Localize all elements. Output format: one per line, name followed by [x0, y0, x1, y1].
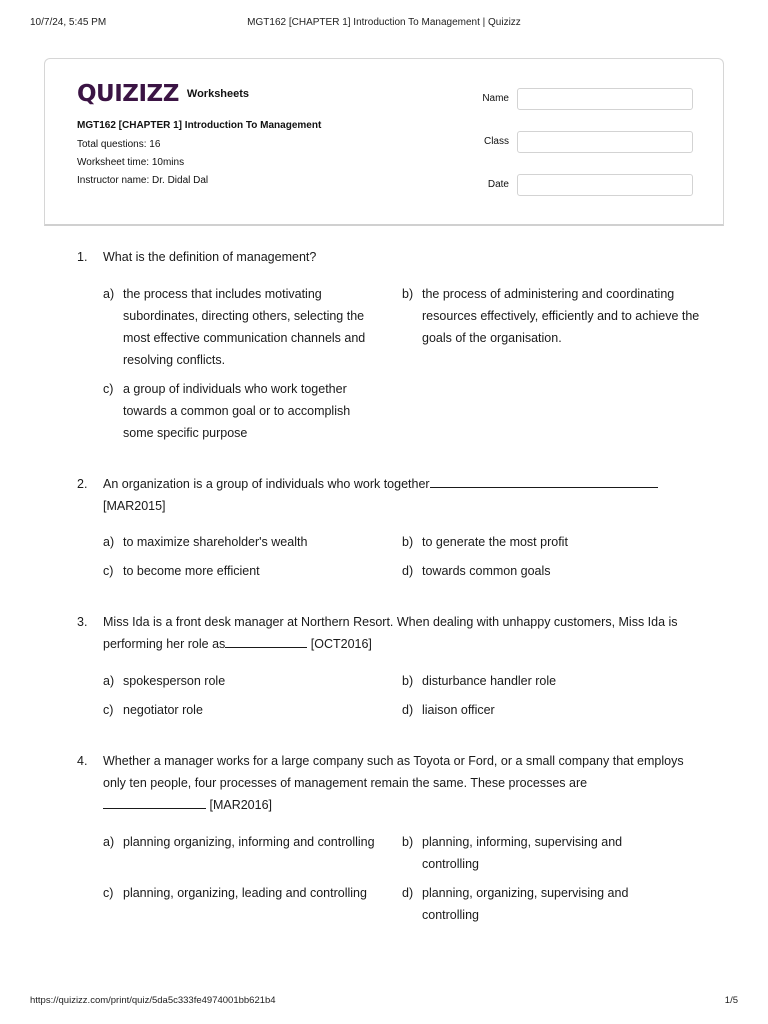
option-d — [402, 560, 702, 582]
print-title: MGT162 [CHAPTER 1] Introduction To Management | Quizizz — [247, 17, 521, 28]
option-a — [103, 283, 398, 371]
answer-blank — [103, 794, 206, 809]
question-number: 1. — [77, 250, 88, 264]
option-letter: a) — [103, 674, 115, 688]
option-text: disturbance handler role — [422, 674, 557, 688]
question-text-end: [OCT2016] — [307, 637, 372, 651]
question-text — [103, 611, 693, 655]
option-text: planning, organizing, leading and controlling — [123, 886, 367, 900]
worksheet-info — [77, 119, 327, 192]
option-b — [402, 670, 702, 692]
class-label: Class — [483, 136, 509, 147]
option-text: the process that includes motivating subordinates, directing others, selecting the most effective communication channels and resolving conflicts. — [123, 287, 366, 367]
question-number: 2. — [77, 477, 88, 491]
instructor-name: Instructor name: Dr. Didal Dal — [77, 175, 209, 186]
option-letter: b) — [402, 674, 414, 688]
option-a — [103, 831, 398, 853]
option-letter: d) — [402, 564, 414, 578]
question-text — [103, 750, 693, 816]
option-letter: c) — [103, 564, 114, 578]
print-header — [0, 17, 768, 31]
class-field[interactable] — [517, 131, 693, 153]
option-d — [402, 882, 702, 926]
question-text: What is the definition of management? — [103, 250, 317, 264]
option-text: liaison officer — [422, 703, 495, 717]
option-letter: b) — [402, 287, 414, 301]
option-text: negotiator role — [123, 703, 203, 717]
option-text: planning organizing, informing and controlling — [123, 835, 375, 849]
option-letter: a) — [103, 835, 115, 849]
option-text: planning, organizing, supervising and controlling — [422, 886, 629, 922]
question-text-start: Miss Ida is a front desk manager at Northern Resort. When dealing with unhappy customers, Miss Ida is performing her role as — [103, 615, 678, 651]
option-letter: d) — [402, 703, 414, 717]
worksheet-time: Worksheet time: 10mins — [77, 157, 185, 168]
option-text: a group of individuals who work together towards a common goal or to accomplish some specific purpose — [123, 382, 351, 440]
option-a — [103, 531, 398, 553]
option-letter: c) — [103, 382, 114, 396]
option-letter: c) — [103, 703, 114, 717]
page-number: 1/5 — [724, 995, 738, 1006]
option-c — [103, 882, 398, 904]
question-number: 3. — [77, 615, 88, 629]
print-datetime: 10/7/24, 5:45 PM — [30, 17, 107, 28]
worksheets-label: Worksheets — [186, 88, 250, 100]
worksheet-header-card — [44, 58, 724, 226]
worksheet-title: MGT162 [CHAPTER 1] Introduction To Management — [77, 120, 322, 131]
option-letter: c) — [103, 886, 114, 900]
answer-blank — [430, 473, 658, 488]
option-a — [103, 670, 398, 692]
brand — [77, 81, 249, 107]
option-text: the process of administering and coordinating resources effectively, efficiently and to achieve the goals of the organisation. — [422, 287, 700, 345]
answer-blank — [225, 633, 307, 648]
date-field[interactable] — [517, 174, 693, 196]
option-text: to become more efficient — [123, 564, 260, 578]
option-b — [402, 283, 702, 349]
option-b — [402, 531, 702, 553]
option-d — [402, 699, 702, 721]
option-letter: b) — [402, 535, 414, 549]
option-letter: b) — [402, 835, 414, 849]
question-number: 4. — [77, 754, 88, 768]
question-text-end: [MAR2016] — [206, 798, 273, 812]
option-b — [402, 831, 702, 875]
question-text-start: An organization is a group of individuals who work together — [103, 477, 430, 491]
option-c — [103, 378, 398, 444]
option-letter: d) — [402, 886, 414, 900]
name-field[interactable] — [517, 88, 693, 110]
option-text: spokesperson role — [123, 674, 226, 688]
date-label: Date — [487, 179, 509, 190]
option-text: to generate the most profit — [422, 535, 568, 549]
print-footer — [0, 995, 768, 1009]
total-questions: Total questions: 16 — [77, 139, 161, 150]
quizizz-logo: QUIZIZZ — [77, 81, 179, 107]
option-letter: a) — [103, 535, 115, 549]
option-text: planning, informing, supervising and controlling — [422, 835, 623, 871]
option-c — [103, 699, 398, 721]
option-text: towards common goals — [422, 564, 551, 578]
question-text-end: [MAR2015] — [103, 499, 166, 513]
page-url: https://quizizz.com/print/quiz/5da5c333fe4974001bb621b4 — [30, 995, 276, 1006]
option-c — [103, 560, 398, 582]
question-text-start: Whether a manager works for a large company such as Toyota or Ford, or a small company that employs only ten people, four processes of management remain the same. These processes are — [103, 754, 684, 790]
option-letter: a) — [103, 287, 115, 301]
option-text: to maximize shareholder's wealth — [123, 535, 308, 549]
name-label: Name — [482, 93, 509, 104]
question-text — [103, 473, 693, 517]
